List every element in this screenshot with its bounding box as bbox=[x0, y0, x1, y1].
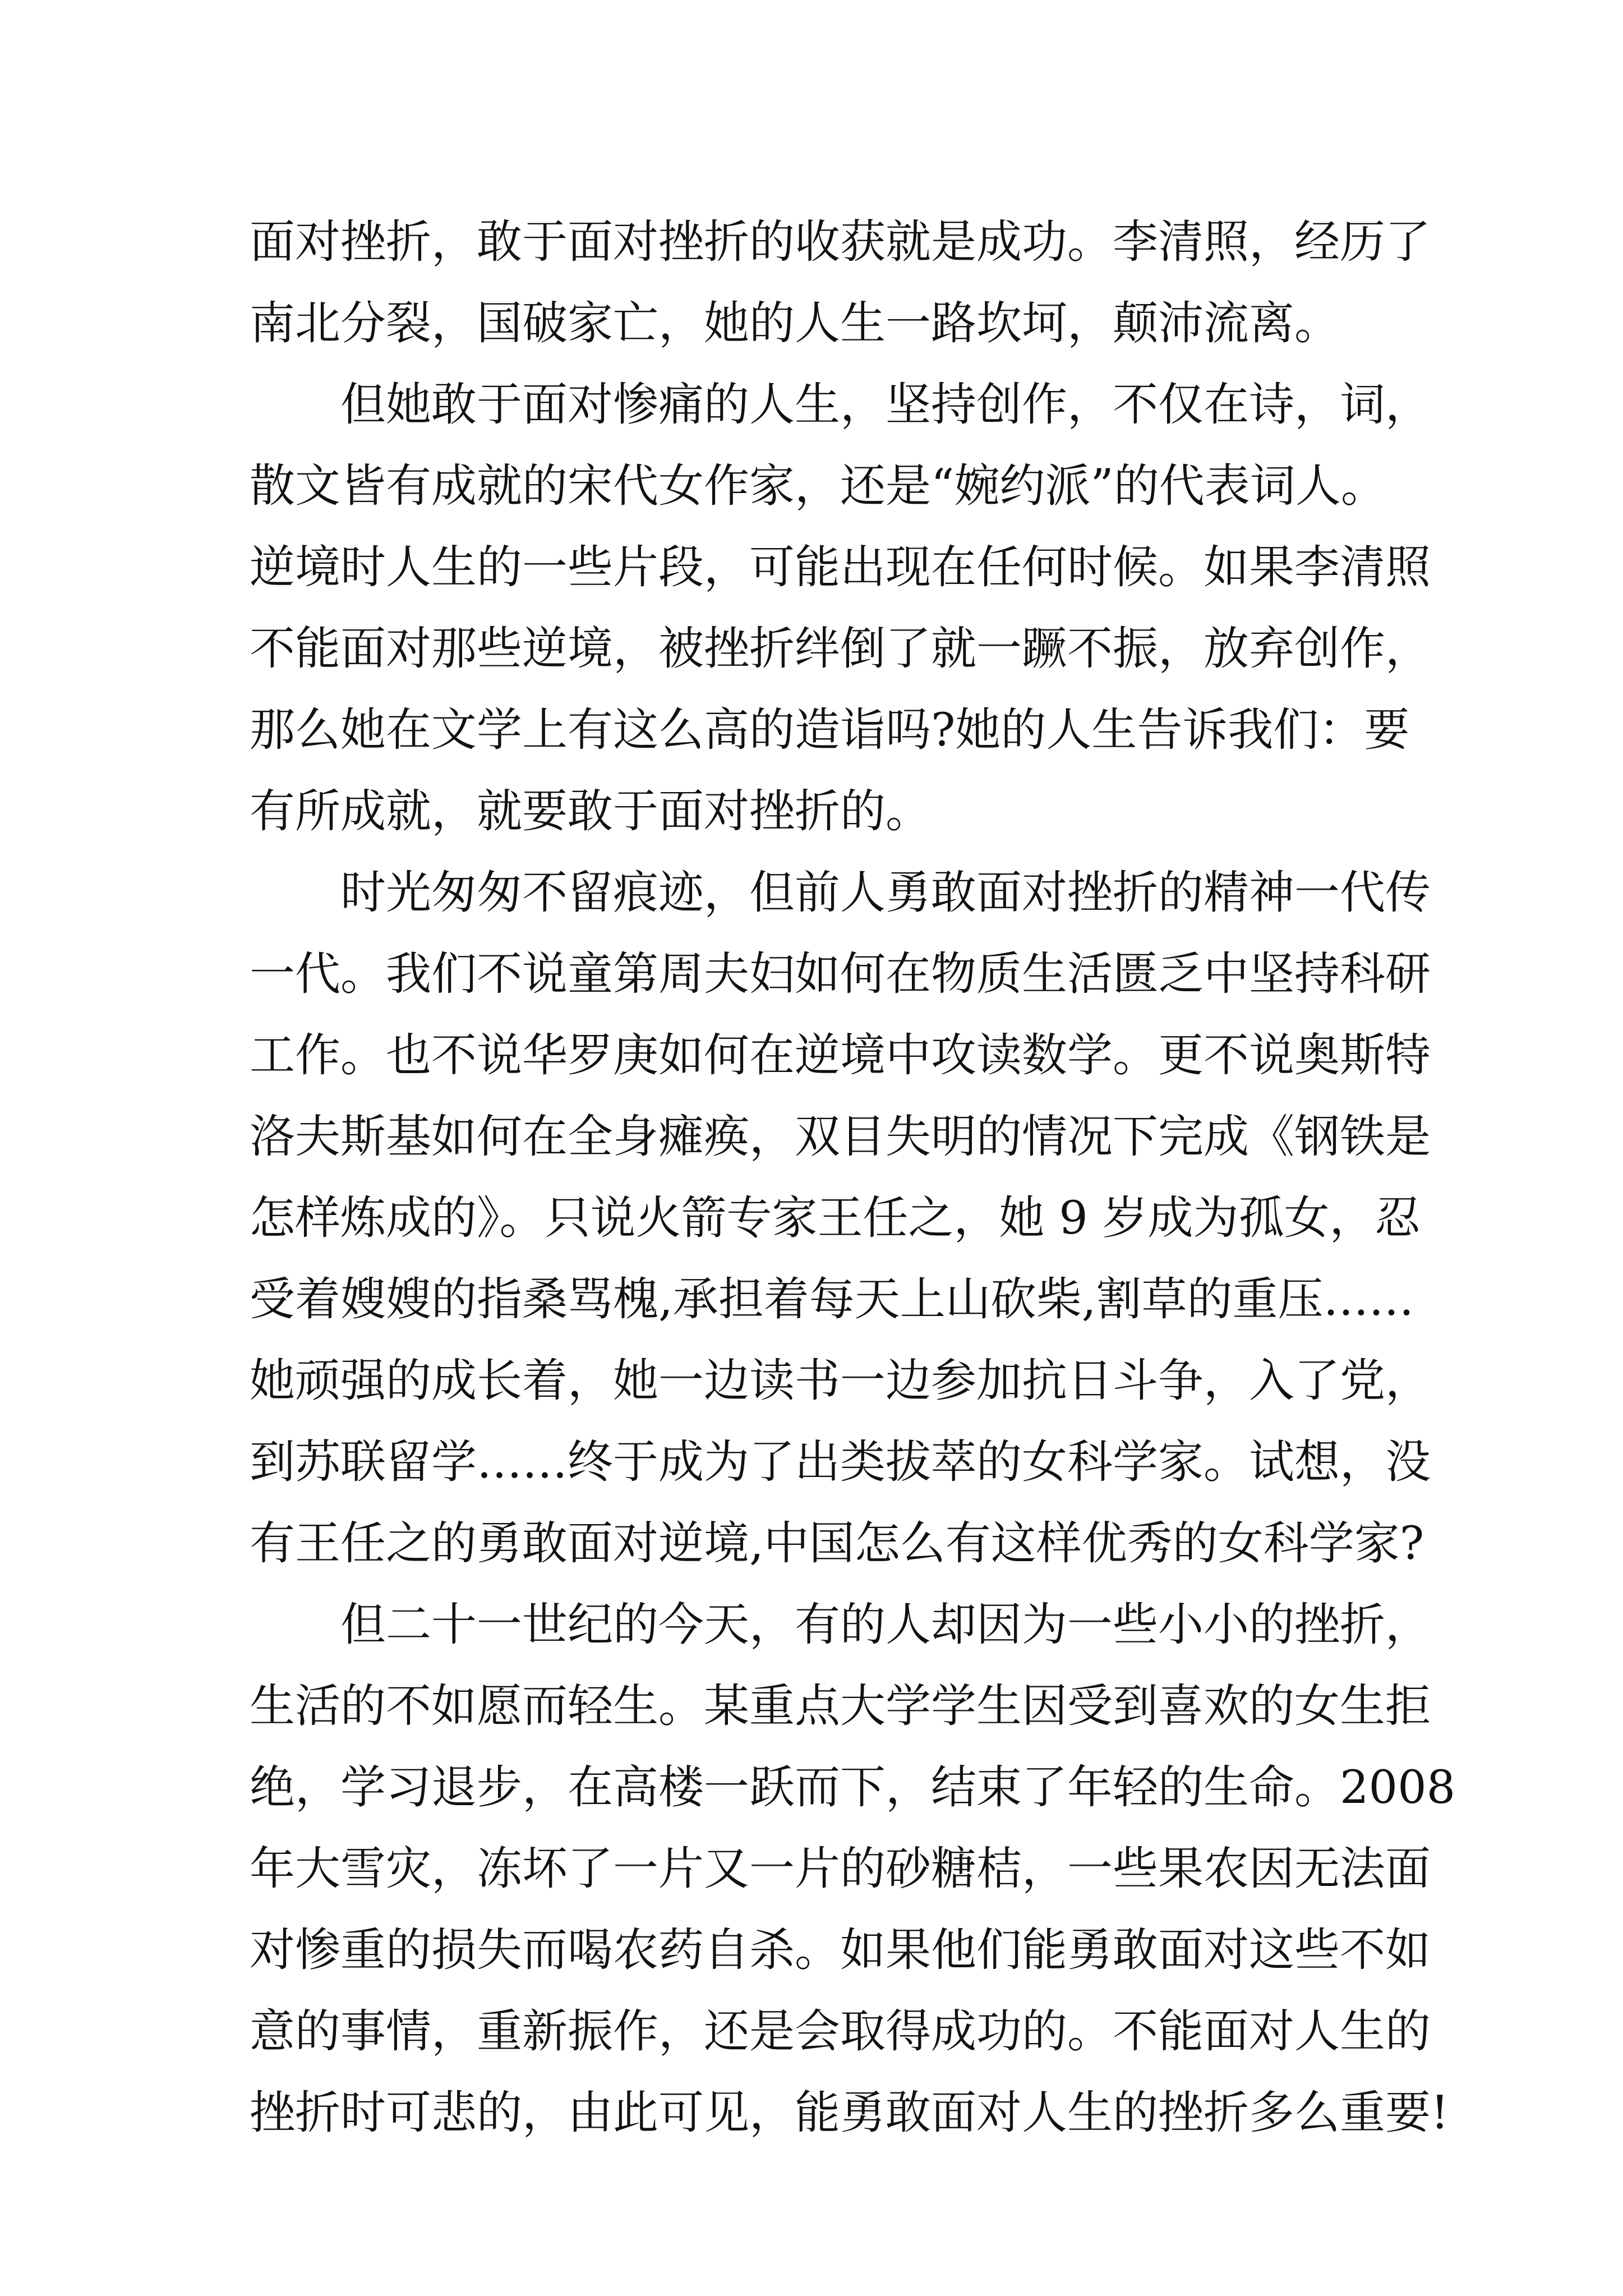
text-line: 她顽强的成长着，她一边读书一边参加抗日斗争，入了党， bbox=[250, 1355, 1431, 1407]
text-line: 面对挫折，敢于面对挫折的收获就是成功。李清照，经历了 bbox=[250, 216, 1431, 269]
text-line: 散文皆有成就的宋代女作家，还是“婉约派”的代表词人。 bbox=[250, 460, 1386, 513]
text-line: 受着嫂嫂的指桑骂槐,承担着每天上山砍柴,割草的重压…… bbox=[250, 1273, 1414, 1326]
text-line: 但她敢于面对惨痛的人生，坚持创作，不仅在诗，词， bbox=[340, 379, 1431, 431]
text-line: 绝，学习退步，在高楼一跃而下，结束了年轻的生命。2008 bbox=[250, 1761, 1456, 1814]
text-line: 年大雪灾，冻坏了一片又一片的砂糖桔，一些果农因无法面 bbox=[250, 1843, 1431, 1895]
text-line: 到苏联留学……终于成为了出类拔萃的女科学家。试想，没 bbox=[250, 1436, 1431, 1489]
text-line: 怎样炼成的》。只说火箭专家王任之，她 9 岁成为孤女，忍 bbox=[250, 1192, 1421, 1245]
text-line: 一代。我们不说童第周夫妇如何在物质生活匮乏中坚持科研 bbox=[250, 948, 1431, 1001]
text-line: 有王任之的勇敢面对逆境,中国怎么有这样优秀的女科学家? bbox=[250, 1517, 1424, 1570]
text-line: 挫折时可悲的，由此可见，能勇敢面对人生的挫折多么重要! bbox=[250, 2087, 1449, 2139]
text-line: 那么她在文学上有这么高的造诣吗?她的人生告诉我们：要 bbox=[250, 704, 1410, 757]
text-line: 不能面对那些逆境，被挫折绊倒了就一蹶不振，放弃创作， bbox=[250, 623, 1431, 675]
text-line: 工作。也不说华罗庚如何在逆境中攻读数学。更不说奥斯特 bbox=[250, 1029, 1431, 1082]
text-line: 对惨重的损失而喝农药自杀。如果他们能勇敢面对这些不如 bbox=[250, 1924, 1431, 1977]
text-line: 但二十一世纪的今天，有的人却因为一些小小的挫折， bbox=[340, 1599, 1431, 1651]
text-line: 逆境时人生的一些片段，可能出现在任何时候。如果李清照 bbox=[250, 541, 1431, 594]
text-line: 时光匆匆不留痕迹，但前人勇敢面对挫折的精神一代传 bbox=[340, 867, 1431, 919]
body-text bbox=[250, 202, 1456, 2154]
text-line: 有所成就，就要敢于面对挫折的。 bbox=[250, 785, 932, 838]
text-line: 意的事情，重新振作，还是会取得成功的。不能面对人生的 bbox=[250, 2005, 1431, 2058]
text-line: 南北分裂，国破家亡，她的人生一路坎坷，颠沛流离。 bbox=[250, 297, 1340, 350]
text-line: 生活的不如愿而轻生。某重点大学学生因受到喜欢的女生拒 bbox=[250, 1680, 1431, 1733]
text-line: 洛夫斯基如何在全身瘫痪，双目失明的情况下完成《钢铁是 bbox=[250, 1111, 1431, 1163]
